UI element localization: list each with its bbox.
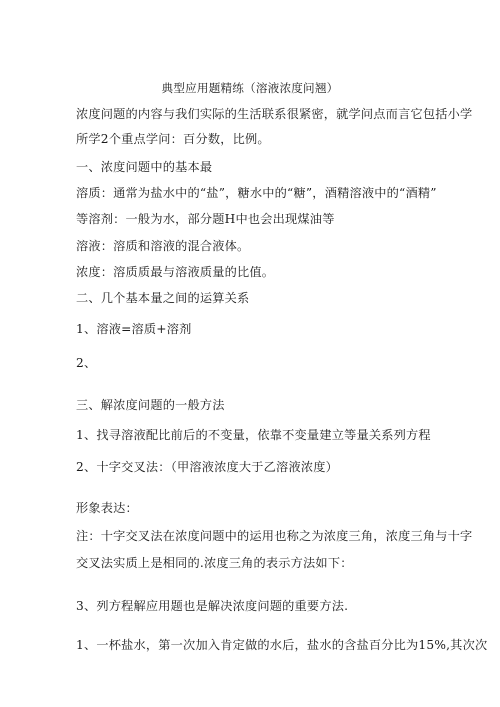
visual-expression-label: 形象表达： — [76, 501, 138, 515]
definition-solvent: 等溶剂：一般为水，部分题H中也会出现煤油等 — [76, 212, 335, 226]
paragraph-intro-line-2: 所学2个重点学问：百分数，比例。 — [76, 132, 270, 146]
problem-1: 1、一杯盐水，第一次加入肯定做的水后，盐水的含盐百分比为15%,其次次 — [76, 638, 488, 652]
definition-concentration: 浓度：溶质质最与溶液质量的比值。 — [76, 265, 275, 279]
formula-1: 1、溶液=溶质+溶剂 — [76, 322, 192, 336]
method-3: 3、列方程解应用题也是解决浓度问题的重要方法. — [76, 599, 349, 613]
method-2: 2、十字交叉法：（甲溶液浓度大于乙溶液浓度） — [76, 460, 338, 474]
definition-solution: 溶液：溶质和溶液的混合液体。 — [76, 239, 250, 253]
section-heading-1: 一、浓度问题中的基本最 — [76, 160, 213, 174]
section-heading-2: 二、几个基本量之间的运算关系 — [76, 291, 250, 305]
method-1: 1、找寻溶液配比前后的不变量，依靠不变量建立等量关系列方程 — [76, 428, 431, 442]
formula-2: 2、 — [76, 356, 97, 370]
note-line-1: 注：十字交叉法在浓度问题中的运用也称之为浓度三角，浓度三角与十字 — [76, 529, 473, 543]
paragraph-intro-line-1: 浓度问题的内容与我们实际的生活联系很紧密，就学问点而言它包括小学 — [76, 107, 473, 121]
section-heading-3: 三、解浓度问题的一般方法 — [76, 398, 225, 412]
document-title: 典型应用题精练（溶液浓度问翘） — [161, 81, 339, 95]
note-line-2: 交叉法实质上是相同的.浓度三角的表示方法如下： — [76, 556, 353, 570]
definition-solute-line-1: 溶质：通常为盐水中的“盐”，糖水中的“糖”，酒精溶液中的“酒精” — [76, 186, 437, 200]
